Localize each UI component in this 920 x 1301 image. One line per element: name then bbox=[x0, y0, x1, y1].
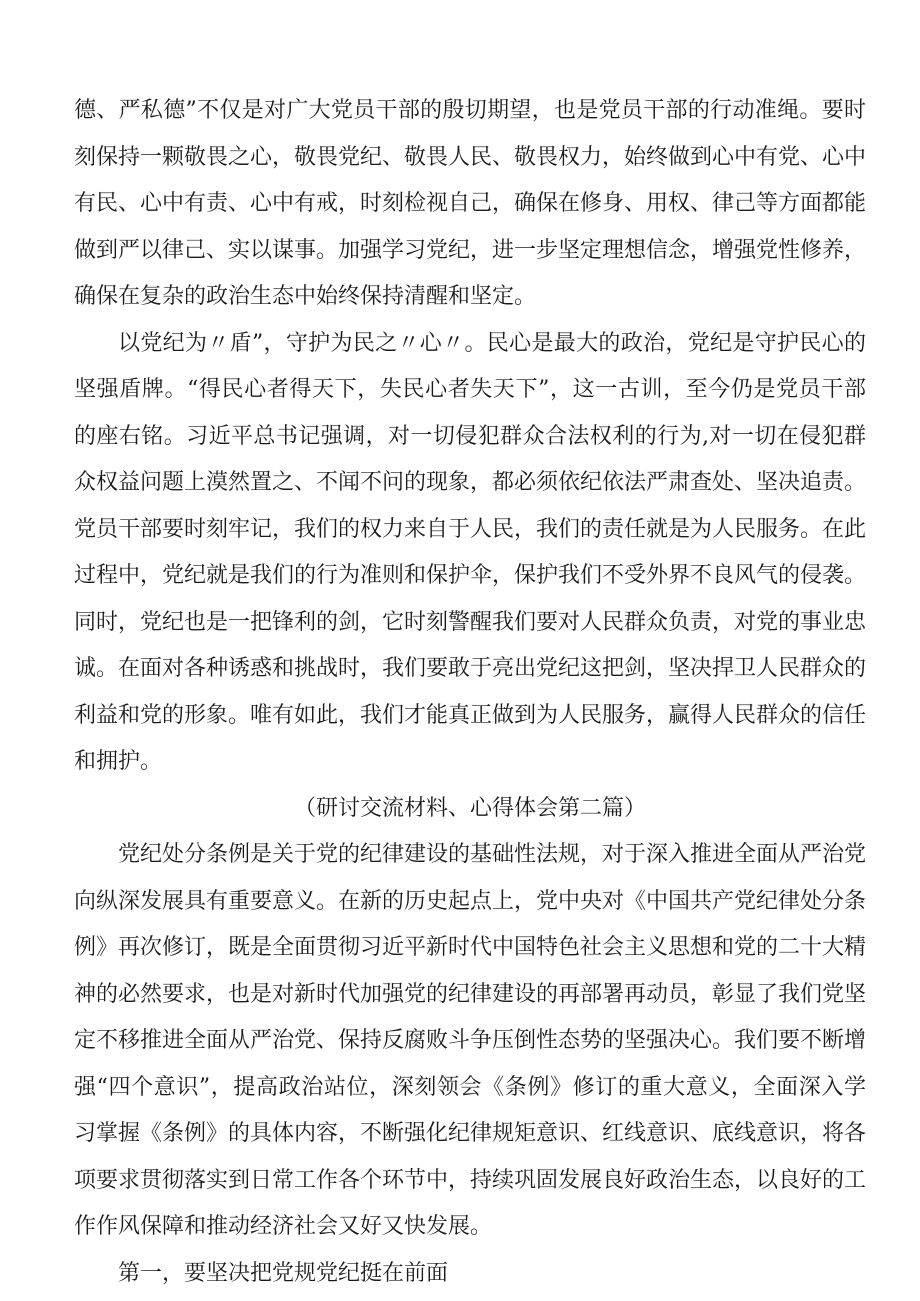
paragraph-3: 党纪处分条例是关于党的纪律建设的基础性法规，对于深入推进全面从严治党向纵深发展具有重要意义。在新的历史起点上，党中央对《中国共产党纪律处分条例》再次修订，既是全面贯彻习近平新时代中国特色社会主义思想和党的二十大精神的必然要求，也是对新时代加强党的纪律建设的再部署再动员，彰显了我们党坚定不移推进全面从严治党、保持反腐败斗争压倒性态势的坚强决心。我们要不断增强“四个意识”，提高政治站位，深刻领会《条例》修订的重大意义，全面深入学习掌握《条例》的具体内容，不断强化纪律规矩意识、红线意识、底线意识，将各项要求贯彻落实到日常工作各个环节中，持续巩固发展良好政治生态，以良好的工作作风保障和推动经济社会又好又快发展。 bbox=[74, 842, 867, 1239]
document-body bbox=[74, 88, 866, 1297]
paragraph-2: 以党纪为〃盾”，守护为民之〃心〃。民心是最大的政治，党纪是守护民心的坚强盾牌。“得民心者得天下，失民心者失天下”，这一古训，至今仍是党员干部的座右铭。习近平总书记强调，对一切侵犯群众合法权利的行为,对一切在侵犯群众权益问题上漠然置之、不闻不问的现象，都必须依纪依法严肃查处、坚决追责。党员干部要时刻牢记，我们的权力来自于人民，我们的责任就是为人民服务。在此过程中，党纪就是我们的行为准则和保护伞，保护我们不受外界不良风气的侵袭。同时，党纪也是一把锋利的剑，它时刻警醒我们要对人民群众负责，对党的事业忠诚。在面对各种诱惑和挑战时，我们要敢于亮出党纪这把剑，坚决捍卫人民群众的利益和党的形象。唯有如此，我们才能真正做到为人民服务，赢得人民群众的信任和拥护。 bbox=[74, 330, 867, 774]
section-heading: （研讨交流材料、心得体会第二篇） bbox=[293, 795, 646, 821]
subheading: 第一，要坚决把党规党纪挺在前面 bbox=[118, 1260, 449, 1286]
paragraph-1: 德、严私德”不仅是对广大党员干部的殷切期望，也是党员干部的行动准绳。要时刻保持一颗敬畏之心，敬畏党纪、敬畏人民、敬畏权力，始终做到心中有党、心中有民、心中有责、心中有戒，时刻检视自己，确保在修身、用权、律己等方面都能做到严以律己、实以谋事。加强学习党纪，进一步坚定理想信念，增强党性修养，确保在复杂的政治生态中始终保持清醒和坚定。 bbox=[74, 98, 867, 309]
